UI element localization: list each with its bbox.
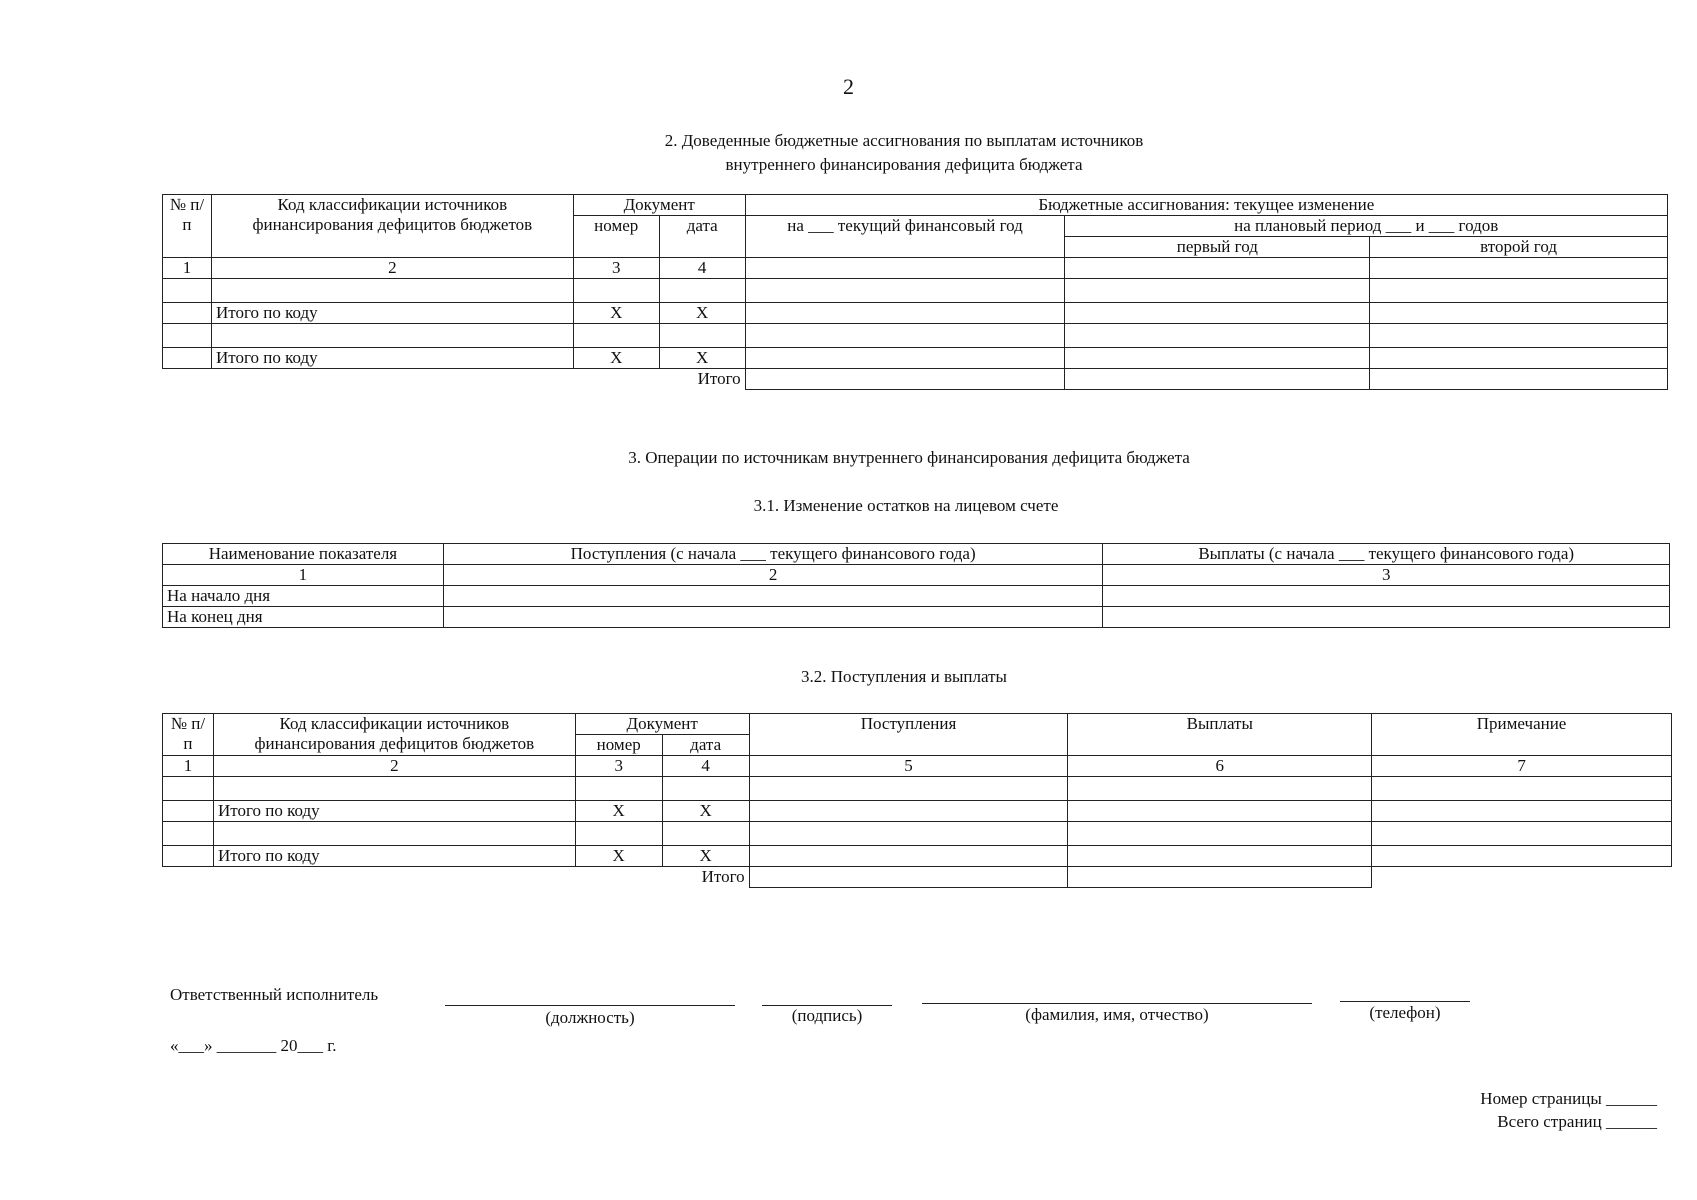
table-row bbox=[163, 565, 1670, 586]
section3-1-table bbox=[162, 543, 1670, 628]
header-current-year: на ___ текущий финансовый год bbox=[745, 216, 1065, 258]
cell[interactable] bbox=[163, 846, 214, 867]
cell[interactable] bbox=[1068, 846, 1372, 867]
header-code: Код классификации источников финансирования дефицитов бюджетов bbox=[211, 195, 573, 258]
cell[interactable] bbox=[1370, 324, 1668, 348]
cell[interactable] bbox=[1065, 258, 1370, 279]
cell[interactable] bbox=[745, 369, 1065, 390]
fio-caption: (фамилия, имя, отчество) bbox=[1025, 1005, 1209, 1024]
header-nomer: номер bbox=[575, 735, 662, 756]
cell[interactable] bbox=[1370, 369, 1668, 390]
cell[interactable] bbox=[1068, 801, 1372, 822]
cell[interactable] bbox=[1068, 777, 1372, 801]
section2-table bbox=[162, 194, 1668, 390]
spacer bbox=[213, 867, 575, 888]
col-number: 1 bbox=[163, 258, 212, 279]
spacer bbox=[163, 867, 214, 888]
section3-2-title: 3.2. Поступления и выплаты bbox=[801, 667, 1007, 686]
itogo-po-kodu: Итого по коду bbox=[211, 348, 573, 369]
cell[interactable] bbox=[211, 324, 573, 348]
x-mark: X bbox=[659, 348, 745, 369]
date-line[interactable]: «___» _______ 20___ г. bbox=[170, 1036, 337, 1055]
cell[interactable] bbox=[1370, 258, 1668, 279]
table-row bbox=[163, 801, 1672, 822]
spacer bbox=[211, 369, 573, 390]
cell[interactable] bbox=[1372, 801, 1672, 822]
table-row bbox=[163, 348, 1668, 369]
col-number: 4 bbox=[662, 756, 749, 777]
col-number: 2 bbox=[213, 756, 575, 777]
cell[interactable] bbox=[662, 822, 749, 846]
cell[interactable] bbox=[163, 279, 212, 303]
position-caption: (должность) bbox=[545, 1008, 635, 1027]
cell[interactable] bbox=[745, 279, 1065, 303]
page-number-field: Номер страницы ______ bbox=[1480, 1089, 1657, 1108]
row-start-label: На начало дня bbox=[163, 586, 444, 607]
header-nomer: номер bbox=[573, 216, 659, 258]
sign-caption: (подпись) bbox=[791, 1006, 863, 1025]
itogo-row bbox=[163, 369, 1668, 390]
cell[interactable] bbox=[749, 867, 1068, 888]
header-code: Код классификации источников финансирования дефицитов бюджетов bbox=[213, 714, 575, 756]
x-mark: X bbox=[573, 303, 659, 324]
header-income: Поступления (с начала ___ текущего финансового года) bbox=[443, 544, 1103, 565]
cell[interactable] bbox=[749, 846, 1068, 867]
header-note: Примечание bbox=[1372, 714, 1672, 756]
x-mark: X bbox=[662, 801, 749, 822]
cell[interactable] bbox=[749, 777, 1068, 801]
header-budget: Бюджетные ассигнования: текущее изменение bbox=[745, 195, 1667, 216]
col-number: 3 bbox=[575, 756, 662, 777]
cell[interactable] bbox=[662, 777, 749, 801]
cell[interactable] bbox=[745, 348, 1065, 369]
cell[interactable] bbox=[213, 822, 575, 846]
header-num: № п/п bbox=[163, 195, 212, 258]
responsible-label: Ответственный исполнитель bbox=[170, 985, 379, 1004]
table-row bbox=[163, 586, 1670, 607]
cell[interactable] bbox=[1372, 777, 1672, 801]
cell[interactable] bbox=[1065, 348, 1370, 369]
table-row bbox=[163, 279, 1668, 303]
x-mark: X bbox=[575, 846, 662, 867]
cell[interactable] bbox=[575, 822, 662, 846]
cell[interactable] bbox=[213, 777, 575, 801]
cell[interactable] bbox=[163, 801, 214, 822]
cell[interactable] bbox=[211, 279, 573, 303]
x-mark: X bbox=[659, 303, 745, 324]
table-row bbox=[163, 777, 1672, 801]
col-number: 7 bbox=[1372, 756, 1672, 777]
row-end-label: На конец дня bbox=[163, 607, 444, 628]
header-second-year: второй год bbox=[1370, 237, 1668, 258]
cell[interactable] bbox=[443, 607, 1103, 628]
table-row bbox=[163, 324, 1668, 348]
cell[interactable] bbox=[1370, 279, 1668, 303]
header-num: № п/п bbox=[163, 714, 214, 756]
phone-caption: (телефон) bbox=[1369, 1003, 1441, 1022]
cell[interactable] bbox=[1065, 279, 1370, 303]
section3-1-title: 3.1. Изменение остатков на лицевом счете bbox=[753, 496, 1059, 515]
cell[interactable] bbox=[573, 324, 659, 348]
cell[interactable] bbox=[163, 777, 214, 801]
x-mark: X bbox=[573, 348, 659, 369]
spacer bbox=[1372, 867, 1672, 888]
itogo-po-kodu: Итого по коду bbox=[213, 801, 575, 822]
cell[interactable] bbox=[575, 777, 662, 801]
sign-line[interactable] bbox=[762, 983, 892, 1006]
section2-title-line1: 2. Доведенные бюджетные ассигнования по выплатам источников bbox=[664, 131, 1144, 150]
spacer bbox=[573, 369, 659, 390]
fio-line[interactable] bbox=[922, 981, 1312, 1004]
col-number: 2 bbox=[211, 258, 573, 279]
cell[interactable] bbox=[749, 822, 1068, 846]
total-pages-field: Всего страниц ______ bbox=[1497, 1112, 1657, 1131]
cell[interactable] bbox=[1372, 846, 1672, 867]
phone-line[interactable] bbox=[1340, 979, 1470, 1002]
header-first-year: первый год bbox=[1065, 237, 1370, 258]
header-document: Документ bbox=[573, 195, 745, 216]
col-number: 4 bbox=[659, 258, 745, 279]
cell[interactable] bbox=[749, 801, 1068, 822]
cell[interactable] bbox=[745, 324, 1065, 348]
table-row bbox=[163, 303, 1668, 324]
itogo-label: Итого bbox=[701, 867, 745, 886]
cell[interactable] bbox=[745, 258, 1065, 279]
cell[interactable] bbox=[1065, 369, 1370, 390]
cell[interactable] bbox=[163, 822, 214, 846]
cell[interactable] bbox=[1068, 867, 1372, 888]
header-data: дата bbox=[659, 216, 745, 258]
itogo-label: Итого bbox=[697, 369, 741, 388]
cell[interactable] bbox=[659, 324, 745, 348]
section3-title: 3. Операции по источникам внутреннего финансирования дефицита бюджета bbox=[628, 448, 1190, 467]
col-number: 3 bbox=[1103, 565, 1670, 586]
col-number: 6 bbox=[1068, 756, 1372, 777]
itogo-po-kodu: Итого по коду bbox=[211, 303, 573, 324]
position-line[interactable] bbox=[445, 983, 735, 1006]
cell[interactable] bbox=[1370, 348, 1668, 369]
table-row bbox=[163, 846, 1672, 867]
col-number: 1 bbox=[163, 565, 444, 586]
itogo-po-kodu: Итого по коду bbox=[213, 846, 575, 867]
section3-2-table bbox=[162, 713, 1672, 888]
spacer bbox=[575, 867, 662, 888]
page-number: 2 bbox=[843, 74, 854, 99]
header-data: дата bbox=[662, 735, 749, 756]
x-mark: X bbox=[662, 846, 749, 867]
cell[interactable] bbox=[1065, 303, 1370, 324]
table-row bbox=[163, 607, 1670, 628]
header-name: Наименование показателя bbox=[163, 544, 444, 565]
itogo-row bbox=[163, 867, 1672, 888]
cell[interactable] bbox=[659, 279, 745, 303]
header-income: Поступления bbox=[749, 714, 1068, 756]
cell[interactable] bbox=[1065, 324, 1370, 348]
cell[interactable] bbox=[745, 303, 1065, 324]
cell[interactable] bbox=[1103, 586, 1670, 607]
header-planned-period: на плановый период ___ и ___ годов bbox=[1065, 216, 1668, 237]
cell[interactable] bbox=[163, 348, 212, 369]
cell[interactable] bbox=[443, 586, 1103, 607]
col-number: 5 bbox=[749, 756, 1068, 777]
cell[interactable] bbox=[573, 279, 659, 303]
cell[interactable] bbox=[1103, 607, 1670, 628]
cell[interactable] bbox=[1068, 822, 1372, 846]
cell[interactable] bbox=[1370, 303, 1668, 324]
header-document: Документ bbox=[575, 714, 749, 735]
table-row bbox=[163, 258, 1668, 279]
cell[interactable] bbox=[163, 324, 212, 348]
header-payment: Выплаты (с начала ___ текущего финансового года) bbox=[1103, 544, 1670, 565]
cell[interactable] bbox=[1372, 822, 1672, 846]
cell[interactable] bbox=[163, 303, 212, 324]
col-number: 1 bbox=[163, 756, 214, 777]
col-number: 2 bbox=[443, 565, 1103, 586]
col-number: 3 bbox=[573, 258, 659, 279]
x-mark: X bbox=[575, 801, 662, 822]
spacer bbox=[163, 369, 212, 390]
section2-title-line2: внутреннего финансирования дефицита бюджета bbox=[725, 155, 1083, 174]
table-row bbox=[163, 822, 1672, 846]
header-payment: Выплаты bbox=[1068, 714, 1372, 756]
table-row bbox=[163, 756, 1672, 777]
